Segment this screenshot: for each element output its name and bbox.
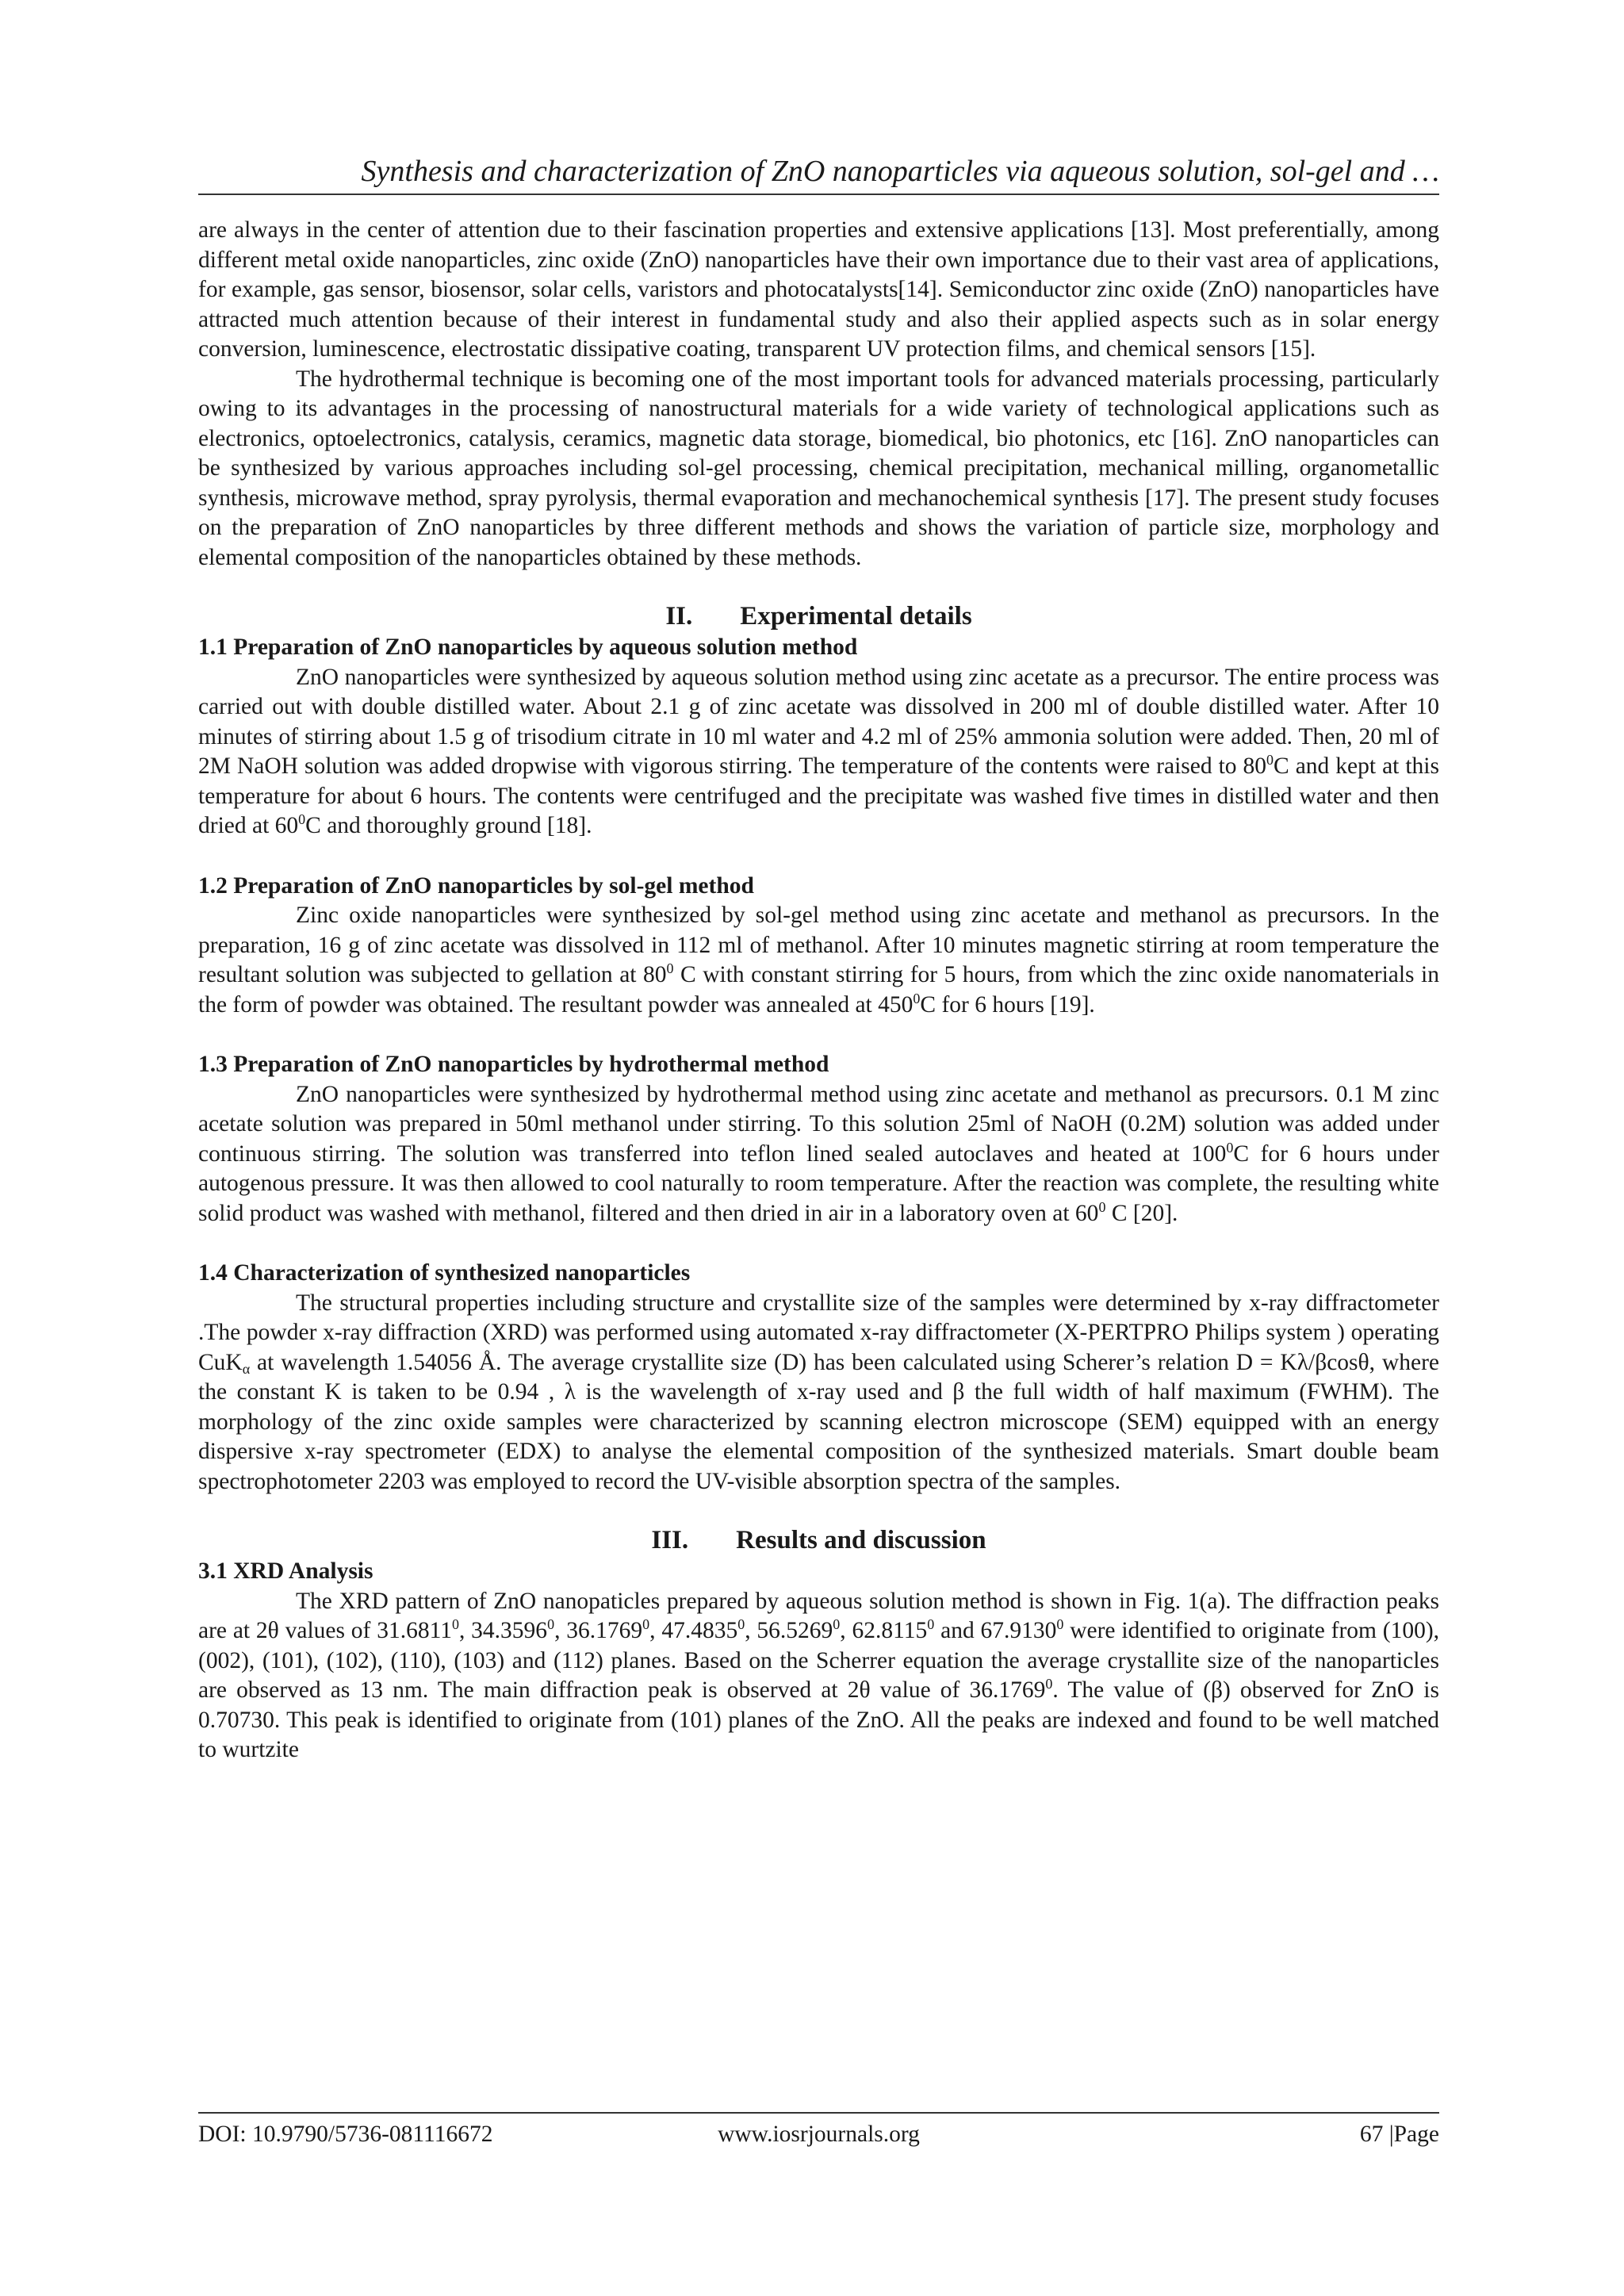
section-2-title bbox=[198, 600, 1439, 633]
intro-paragraph-2: The hydrothermal technique is becoming one of the most important tools for advanced materials processing, particularly owing to its advantages in the processing of nanostructural materials for a wide variety of technological applications such as electronics, optoelectronics, catalysis, ceramics, magnetic data storage, biomedical, bio photonics, etc [16]. ZnO nanoparticles can be synthesized by various approaches including sol-gel processing, chemical precipitation, mechanical milling, organometallic synthesis, microwave method, spray pyrolysis, thermal evaporation and mechanochemical synthesis [17]. The present study focuses on the preparation of ZnO nanoparticles by three different methods and shows the variation of particle size, morphology and elemental composition of the nanoparticles obtained by these methods. bbox=[198, 366, 1439, 570]
subsection-1-3-heading: 1.3 Preparation of ZnO nanoparticles by hydrothermal method bbox=[198, 1052, 829, 1077]
footer-page-number: 67 |Page bbox=[1359, 2122, 1439, 2147]
body-text bbox=[198, 216, 1439, 1765]
subsection-1-1-heading: 1.1 Preparation of ZnO nanoparticles by aqueous solution method bbox=[198, 634, 858, 660]
subsection-1-1-paragraph: ZnO nanoparticles were synthesized by aqueous solution method using zinc acetate as a precursor. The entire process was carried out with double distilled water. About 2.1 g of zinc acetate was dissolved in 200 ml of double distilled water. After 10 minutes of stirring about 1.5 g of trisodium citrate in 10 ml water and 4.2 ml of 25% ammonia solution were added. Then, 20 ml of 2M NaOH solution was added dropwise with vigorous stirring. The temperature of the contents were raised to $80^0C$ and kept at this temperature for about 6 hours. The contents were centrifuged and the precipitate was washed five times in distilled water and then dried at $60^0C$ and thoroughly ground [18]. bbox=[198, 664, 1439, 838]
intro-paragraph-1: are always in the center of attention due to their fascination properties and extensive applications [13]. Most preferentially, among different metal oxide nanoparticles, zinc oxide (ZnO) nanoparticles have their own importance due to their vast area of applications, for example, gas sensor, biosensor, solar cells, varistors and photocatalysts[14]. Semiconductor zinc oxide (ZnO) nanoparticles have attracted much attention because of their interest in fundamental study and also their applied aspects such as in solar energy conversion, luminescence, electrostatic dissipative coating, transparent UV protection films, and chemical sensors [15]. bbox=[198, 217, 1439, 362]
subsection-1-4-heading: 1.4 Characterization of synthesized nanoparticles bbox=[198, 1260, 691, 1286]
subsection-1-2-heading: 1.2 Preparation of ZnO nanoparticles by sol-gel method bbox=[198, 872, 754, 899]
subsection-1-4-paragraph: The structural properties including structure and crystallite size of the samples were determined by x-ray diffractometer .The powder x-ray diffraction (XRD) was performed using automated x-ray diffractometer (X-PERTPRO Philips system ) operating CuK$_\alpha$ at wavelength 1.54056 Å. The average crystallite size (D) has been calculated using Scherer’s relation D = Kλ/βcosθ, where the constant K is taken to be 0.94 , λ is the wavelength of x-ray used and β the full width of half maximum (FWHM). The morphology of the zinc oxide samples were characterized by scanning electron microscope (SEM) equipped with an energy dispersive x-ray spectrometer (EDX) to analyse the elemental composition of the synthesized materials. Smart double beam spectrophotometer 2203 was employed to record the UV-visible absorption spectra of the samples. bbox=[198, 1290, 1439, 1494]
footer-rule bbox=[198, 2112, 1439, 2114]
subsection-3-1-heading: 3.1 XRD Analysis bbox=[198, 1558, 373, 1584]
section-2-title-text: Experimental details bbox=[740, 602, 972, 631]
section-3-title-text: Results and discussion bbox=[736, 1526, 986, 1554]
section-2-number: II. bbox=[665, 602, 693, 631]
header-rule bbox=[198, 194, 1439, 195]
section-3-title bbox=[198, 1524, 1439, 1557]
subsection-1-2-paragraph: Zinc oxide nanoparticles were synthesized by sol-gel method using zinc acetate and methanol as precursors. In the preparation, 16 g of zinc acetate was dissolved in 112 ml of methanol. After 10 minutes magnetic stirring at room temperature the resultant solution was subjected to gellation at $80^0$ C with constant stirring for 5 hours, from which the zinc oxide nanomaterials in the form of powder was obtained. The resultant powder was annealed at $450^0C$ for 6 hours [19]. bbox=[198, 903, 1439, 1018]
section-3-number: III. bbox=[651, 1526, 689, 1554]
subsection-3-1-paragraph: The XRD pattern of ZnO nanopaticles prepared by aqueous solution method is shown in Fig. 1(a). The diffraction peaks are at 2θ values of 31.6811$^0$, 34.3596$^0$, 36.1769$^0$, 47.4835$^0$, 56.5269$^0$, 62.8115$^0$ and 67.9130$^0$ were identified to originate from (100), (002), (101), (102), (110), (103) and (112) planes. Based on the Scherrer equation the average crystallite size of the nanoparticles are observed as 13 nm. The main diffraction peak is observed at 2θ value of 36.1769$^0$. The value of (β) observed for ZnO is 0.70730. This peak is identified to originate from (101) planes of the ZnO. All the peaks are indexed and found to be well matched to wurtzite bbox=[198, 1588, 1440, 1762]
footer-doi: DOI: 10.9790/5736-081116672 bbox=[198, 2122, 493, 2147]
footer-website-link[interactable]: www.iosrjournals.org bbox=[718, 2122, 920, 2147]
running-header: Synthesis and characterization of ZnO nanoparticles via aqueous solution, sol-gel and … bbox=[361, 155, 1439, 188]
page-footer bbox=[198, 2118, 1439, 2151]
subsection-1-3-paragraph: ZnO nanoparticles were synthesized by hydrothermal method using zinc acetate and methanol as precursors. 0.1 M zinc acetate solution was prepared in 50ml methanol under stirring. To this solution 25ml of NaOH (0.2M) solution was added under continuous stirring. The solution was transferred into teflon lined sealed autoclaves and heated at $100^0C$ for 6 hours under autogenous pressure. It was then allowed to cool naturally to room temperature. After the reaction was complete, the resulting white solid product was washed with methanol, filtered and then dried in air in a laboratory oven at $60^0$ C [20]. bbox=[198, 1081, 1439, 1226]
